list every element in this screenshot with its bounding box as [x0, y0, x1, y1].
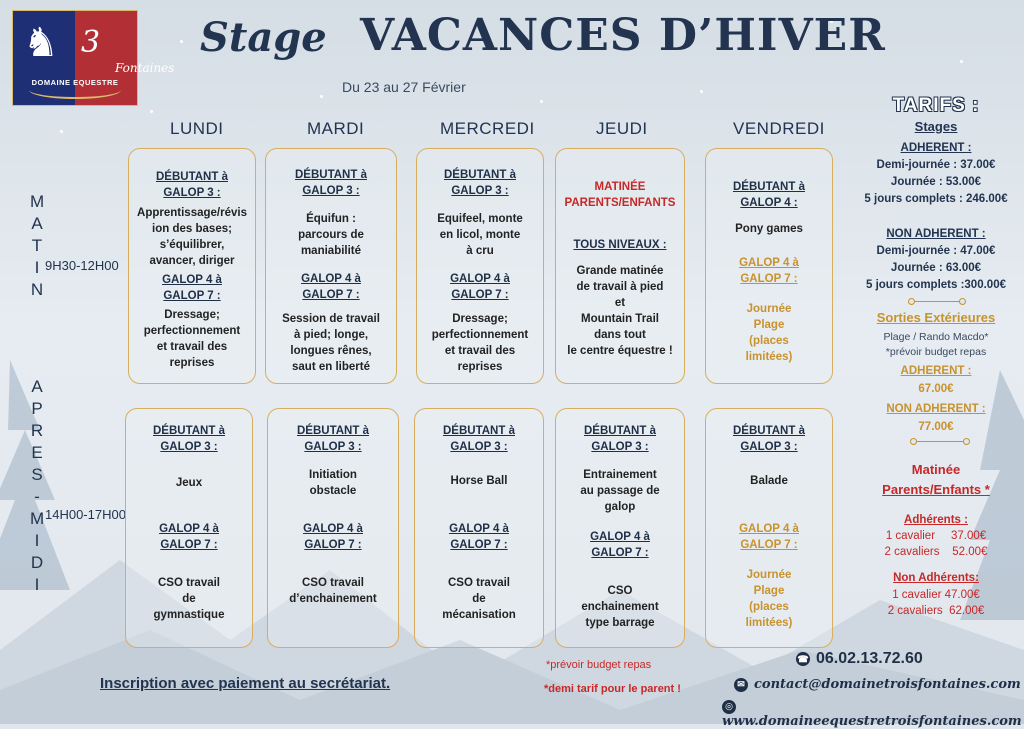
- matinee-heading-2: Parents/Enfants *: [882, 482, 990, 497]
- card-afternoon-mercredi: DÉBUTANT à GALOP 3 : Horse Ball GALOP 4 à GALOP 7 : CSO travail de mécanisation: [414, 408, 544, 648]
- domain-logo: [12, 10, 175, 106]
- non-adherent-heading: NON ADHERENT :: [886, 228, 986, 240]
- snowflake: [180, 40, 183, 43]
- sorties-non-adherent-price: 77.00€: [918, 421, 954, 433]
- ornament-divider: [914, 441, 966, 442]
- snowflake: [320, 95, 323, 98]
- ornament-divider: [912, 301, 962, 302]
- afternoon-time: 14H00-17H00: [45, 507, 126, 522]
- card-morning-vendredi: DÉBUTANT à GALOP 4 : Pony games GALOP 4 à GALOP 7 : Journée Plage (places limitées): [705, 148, 833, 384]
- tarifs-title-wrap: [856, 95, 1016, 117]
- non-adherents-price-2: 2 cavaliers 62.00€: [887, 605, 985, 617]
- day-header-vendredi: VENDREDI: [733, 119, 825, 138]
- snowflake: [540, 100, 543, 103]
- phone-icon: ☎: [797, 653, 809, 664]
- email-icon: ✉: [734, 678, 748, 692]
- email-address: contact@domainetroisfontaines.com: [754, 677, 1021, 692]
- day-header-mercredi: MERCREDI: [440, 119, 535, 138]
- snowflake: [150, 110, 153, 113]
- tarifs-title: TARIFS :: [892, 95, 980, 116]
- morning-time: 9H30-12H00: [45, 258, 119, 273]
- morning-label: M A T I N: [30, 192, 45, 299]
- logo-brand: Fontaines: [115, 61, 175, 75]
- non-adherent-price-3: 5 jours complets :300.00€: [866, 279, 1006, 291]
- card-afternoon-vendredi: DÉBUTANT à GALOP 3 : Balade GALOP 4 à GALOP 7 : Journée Plage (places limitées): [705, 408, 833, 648]
- non-adherent-price-2: Journée : 63.00€: [890, 262, 982, 274]
- phone-contact[interactable]: [796, 650, 923, 668]
- adherent-price-3: 5 jours complets : 246.00€: [864, 193, 1008, 205]
- stages-heading: Stages: [914, 119, 958, 134]
- logo-number: 3: [81, 25, 101, 60]
- sorties-heading: Sorties Extérieures: [876, 310, 996, 325]
- adherents-price-2: 2 cavaliers 52.00€: [884, 546, 988, 558]
- website-url: www.domaineequestretroisfontaines.com: [722, 714, 1022, 729]
- adherent-heading: ADHERENT :: [900, 142, 972, 154]
- snowflake: [700, 90, 703, 93]
- snowflake: [960, 60, 963, 63]
- website-link[interactable]: [722, 699, 1024, 729]
- budget-note: *prévoir budget repas: [546, 659, 652, 671]
- logo-arc: [29, 81, 121, 99]
- card-afternoon-lundi: DÉBUTANT à GALOP 3 : Jeux GALOP 4 à GALOP 7 : CSO travail de gymnastique: [125, 408, 253, 648]
- card-morning-mercredi: DÉBUTANT à GALOP 3 : Equifeel, monte en licol, monte à cru GALOP 4 à GALOP 7 : Dressage; perfectionnement et travail des reprises: [416, 148, 544, 384]
- non-adherent-price-1: Demi-journée : 47.00€: [876, 245, 996, 257]
- sorties-adherent-price: 67.00€: [918, 383, 954, 395]
- snowflake: [60, 130, 63, 133]
- phone-number: 06.02.13.72.60: [816, 650, 923, 667]
- horse-icon: ♞: [23, 21, 59, 65]
- title-script: Stage: [200, 14, 327, 61]
- sorties-note: *prévoir budget repas: [885, 346, 987, 358]
- sorties-non-adherent-heading: NON ADHERENT :: [886, 403, 986, 415]
- logo-subtitle: DOMAINE EQUESTRE: [31, 78, 119, 87]
- adherents-price-1: 1 cavalier 37.00€: [885, 530, 987, 542]
- globe-icon: ◎: [722, 700, 736, 714]
- card-morning-mardi: DÉBUTANT à GALOP 3 : Équifun : parcours de maniabilité GALOP 4 à GALOP 7 : Session de travail à pied; longe, longues rênes, saut en liberté: [265, 148, 397, 384]
- afternoon-label: A P R E S - M I D I: [30, 377, 45, 594]
- non-adherents-price-1: 1 cavalier 47.00€: [892, 589, 980, 601]
- dates: Du 23 au 27 Février: [342, 79, 466, 95]
- email-contact[interactable]: [734, 677, 1021, 692]
- card-morning-lundi: DÉBUTANT à GALOP 3 : Apprentissage/révis ion des bases; s’équilibrer, avancer, diriger GALOP 4 à GALOP 7 : Dressage; perfectionnement et travail des reprises: [128, 148, 256, 384]
- demi-tarif-note: *demi tarif pour le parent !: [544, 683, 681, 695]
- page-title: VACANCES D’HIVER: [360, 10, 886, 61]
- adherent-price-1: Demi-journée : 37.00€: [876, 159, 996, 171]
- card-afternoon-mardi: DÉBUTANT à GALOP 3 : Initiation obstacle GALOP 4 à GALOP 7 : CSO travail d’enchainement: [267, 408, 399, 648]
- adherent-price-2: Journée : 53.00€: [890, 176, 982, 188]
- card-afternoon-jeudi: DÉBUTANT à GALOP 3 : Entrainement au passage de galop GALOP 4 à GALOP 7 : CSO enchainement type barrage: [555, 408, 685, 648]
- non-adherents-heading: Non Adhérents:: [893, 572, 979, 584]
- sorties-adherent-heading: ADHERENT :: [900, 365, 972, 377]
- inscription-text: Inscription avec paiement au secrétariat.: [100, 675, 391, 692]
- adherents-heading: Adhérents :: [904, 514, 968, 526]
- day-header-jeudi: JEUDI: [596, 119, 648, 138]
- card-morning-jeudi: MATINÉE PARENTS/ENFANTS TOUS NIVEAUX : Grande matinée de travail à pied et Mountain Trail dans tout le centre équestre !: [555, 148, 685, 384]
- day-header-lundi: LUNDI: [170, 119, 224, 138]
- matinee-heading: Matinée: [911, 462, 961, 477]
- day-header-mardi: MARDI: [307, 119, 365, 138]
- sorties-subtitle: Plage / Rando Macdo*: [883, 331, 989, 343]
